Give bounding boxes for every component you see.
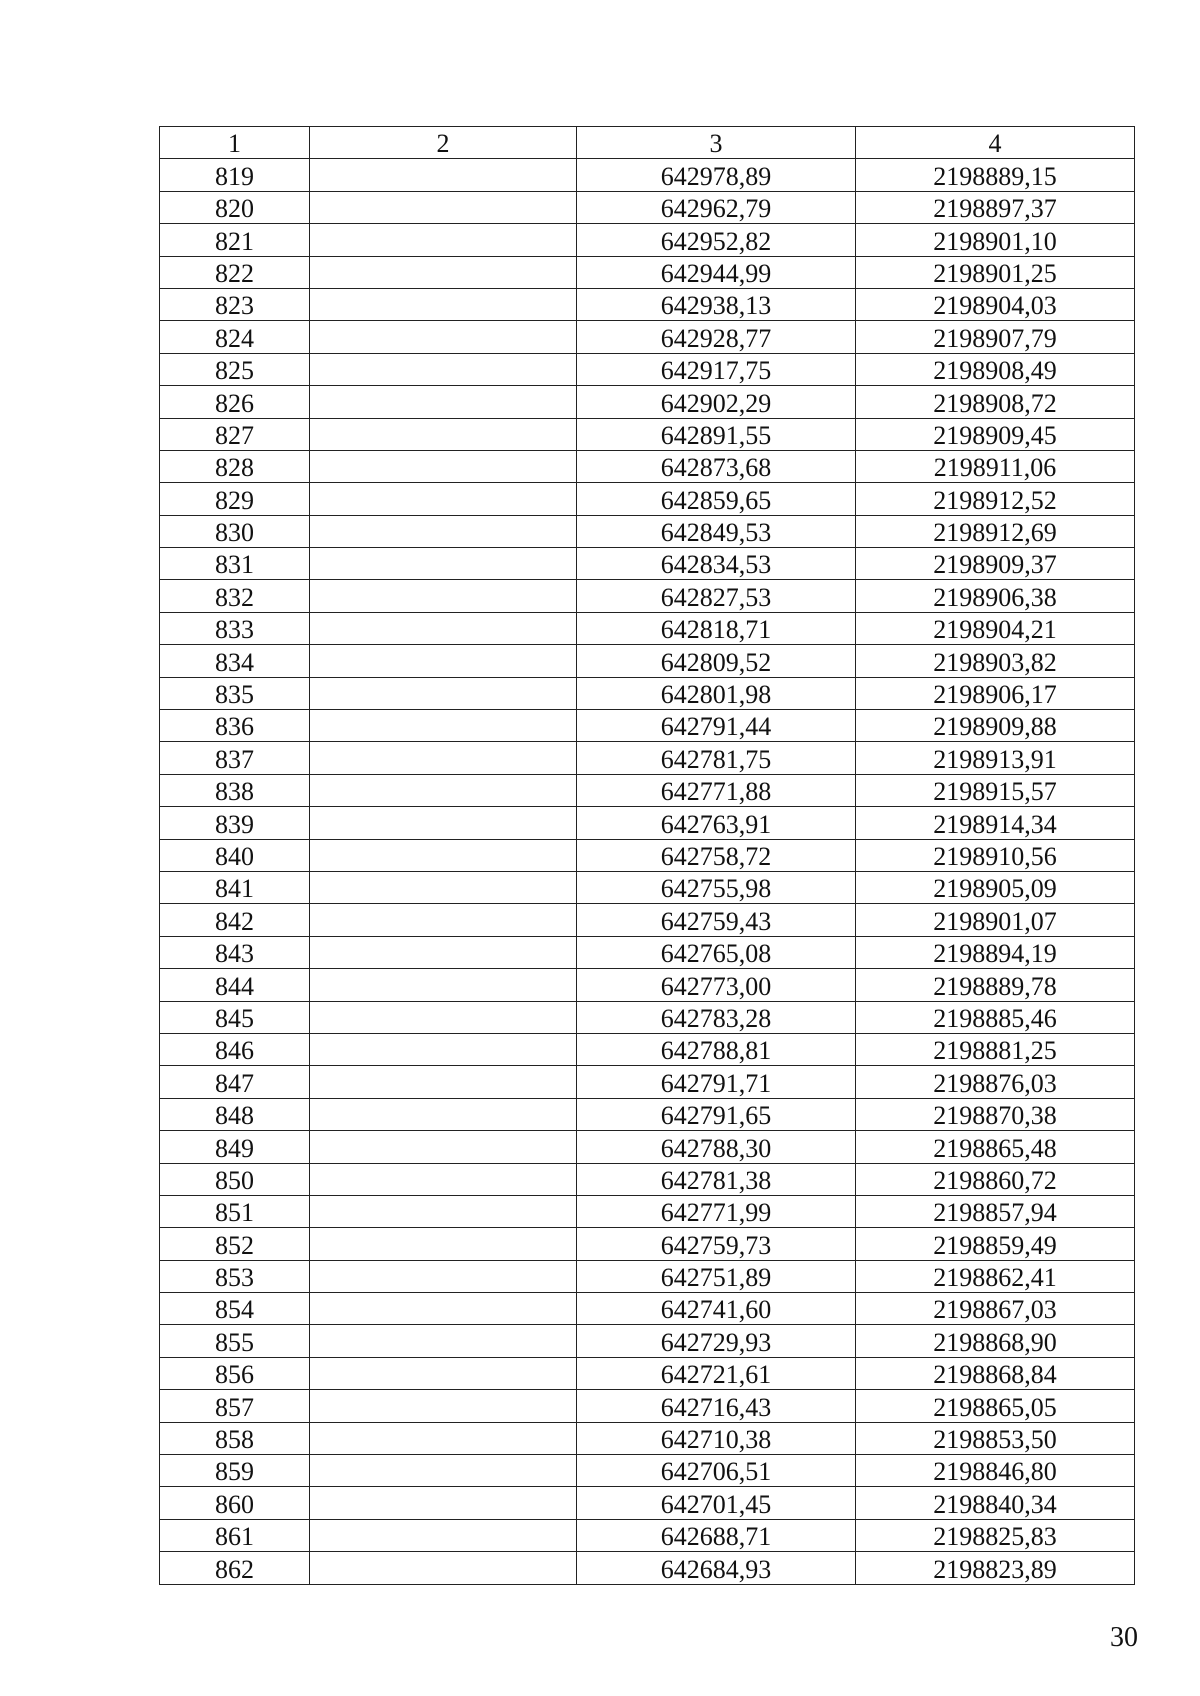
table-row <box>160 1098 1135 1130</box>
col2-cell <box>310 1260 577 1292</box>
y-coordinate-cell: 2198901,10 <box>856 224 1135 256</box>
x-coordinate-cell: 642978,89 <box>577 159 856 191</box>
point-number-cell: 854 <box>160 1293 310 1325</box>
table-row <box>160 1260 1135 1292</box>
y-coordinate-cell: 2198857,94 <box>856 1195 1135 1227</box>
col2-cell <box>310 483 577 515</box>
y-coordinate-cell: 2198905,09 <box>856 871 1135 903</box>
point-number-cell: 834 <box>160 645 310 677</box>
point-number-cell: 828 <box>160 450 310 482</box>
x-coordinate-cell: 642783,28 <box>577 1001 856 1033</box>
x-coordinate-cell: 642859,65 <box>577 483 856 515</box>
point-number-cell: 855 <box>160 1325 310 1357</box>
col2-cell <box>310 580 577 612</box>
y-coordinate-cell: 2198876,03 <box>856 1066 1135 1098</box>
y-coordinate-cell: 2198904,03 <box>856 288 1135 320</box>
col2-cell <box>310 1390 577 1422</box>
table-row <box>160 871 1135 903</box>
x-coordinate-cell: 642716,43 <box>577 1390 856 1422</box>
y-coordinate-cell: 2198881,25 <box>856 1033 1135 1065</box>
col2-cell <box>310 1519 577 1551</box>
table-row <box>160 645 1135 677</box>
y-coordinate-cell: 2198909,88 <box>856 710 1135 742</box>
table-row <box>160 742 1135 774</box>
point-number-cell: 823 <box>160 288 310 320</box>
table-row <box>160 807 1135 839</box>
point-number-cell: 842 <box>160 904 310 936</box>
point-number-cell: 860 <box>160 1487 310 1519</box>
table-row <box>160 904 1135 936</box>
table-row <box>160 450 1135 482</box>
point-number-cell: 857 <box>160 1390 310 1422</box>
col2-cell <box>310 969 577 1001</box>
x-coordinate-cell: 642781,38 <box>577 1163 856 1195</box>
table-row <box>160 1228 1135 1260</box>
x-coordinate-cell: 642758,72 <box>577 839 856 871</box>
x-coordinate-cell: 642710,38 <box>577 1422 856 1454</box>
x-coordinate-cell: 642962,79 <box>577 191 856 223</box>
x-coordinate-cell: 642701,45 <box>577 1487 856 1519</box>
table-row <box>160 936 1135 968</box>
col2-cell <box>310 1163 577 1195</box>
y-coordinate-cell: 2198860,72 <box>856 1163 1135 1195</box>
point-number-cell: 856 <box>160 1357 310 1389</box>
table-row <box>160 969 1135 1001</box>
y-coordinate-cell: 2198901,25 <box>856 256 1135 288</box>
x-coordinate-cell: 642928,77 <box>577 321 856 353</box>
col2-cell <box>310 742 577 774</box>
col2-cell <box>310 936 577 968</box>
point-number-cell: 821 <box>160 224 310 256</box>
y-coordinate-cell: 2198823,89 <box>856 1552 1135 1584</box>
x-coordinate-cell: 642938,13 <box>577 288 856 320</box>
x-coordinate-cell: 642759,73 <box>577 1228 856 1260</box>
y-coordinate-cell: 2198912,69 <box>856 515 1135 547</box>
y-coordinate-cell: 2198885,46 <box>856 1001 1135 1033</box>
y-coordinate-cell: 2198897,37 <box>856 191 1135 223</box>
x-coordinate-cell: 642788,81 <box>577 1033 856 1065</box>
point-number-cell: 822 <box>160 256 310 288</box>
x-coordinate-cell: 642944,99 <box>577 256 856 288</box>
table-row <box>160 548 1135 580</box>
y-coordinate-cell: 2198915,57 <box>856 774 1135 806</box>
col2-cell <box>310 1455 577 1487</box>
point-number-cell: 844 <box>160 969 310 1001</box>
point-number-cell: 820 <box>160 191 310 223</box>
point-number-cell: 827 <box>160 418 310 450</box>
point-number-cell: 859 <box>160 1455 310 1487</box>
col2-cell <box>310 1552 577 1584</box>
table-header-row <box>160 127 1135 159</box>
y-coordinate-cell: 2198868,84 <box>856 1357 1135 1389</box>
point-number-cell: 851 <box>160 1195 310 1227</box>
table-row <box>160 386 1135 418</box>
col2-cell <box>310 871 577 903</box>
col2-cell <box>310 1195 577 1227</box>
point-number-cell: 829 <box>160 483 310 515</box>
y-coordinate-cell: 2198914,34 <box>856 807 1135 839</box>
y-coordinate-cell: 2198909,37 <box>856 548 1135 580</box>
table-row <box>160 515 1135 547</box>
table-row <box>160 483 1135 515</box>
col2-cell <box>310 612 577 644</box>
table-row <box>160 1519 1135 1551</box>
y-coordinate-cell: 2198910,56 <box>856 839 1135 871</box>
y-coordinate-cell: 2198846,80 <box>856 1455 1135 1487</box>
point-number-cell: 845 <box>160 1001 310 1033</box>
col2-cell <box>310 159 577 191</box>
x-coordinate-cell: 642849,53 <box>577 515 856 547</box>
table-row <box>160 159 1135 191</box>
y-coordinate-cell: 2198909,45 <box>856 418 1135 450</box>
col2-cell <box>310 418 577 450</box>
point-number-cell: 831 <box>160 548 310 580</box>
table-row <box>160 353 1135 385</box>
col2-cell <box>310 450 577 482</box>
table-row <box>160 1195 1135 1227</box>
col2-cell <box>310 645 577 677</box>
col2-cell <box>310 288 577 320</box>
x-coordinate-cell: 642765,08 <box>577 936 856 968</box>
col2-cell <box>310 774 577 806</box>
col2-cell <box>310 353 577 385</box>
point-number-cell: 832 <box>160 580 310 612</box>
point-number-cell: 824 <box>160 321 310 353</box>
table-row <box>160 1455 1135 1487</box>
x-coordinate-cell: 642788,30 <box>577 1131 856 1163</box>
x-coordinate-cell: 642791,65 <box>577 1098 856 1130</box>
column-header-3: 3 <box>577 127 856 159</box>
col2-cell <box>310 256 577 288</box>
x-coordinate-cell: 642834,53 <box>577 548 856 580</box>
x-coordinate-cell: 642751,89 <box>577 1260 856 1292</box>
col2-cell <box>310 1001 577 1033</box>
y-coordinate-cell: 2198889,15 <box>856 159 1135 191</box>
y-coordinate-cell: 2198870,38 <box>856 1098 1135 1130</box>
col2-cell <box>310 515 577 547</box>
x-coordinate-cell: 642721,61 <box>577 1357 856 1389</box>
table-row <box>160 1487 1135 1519</box>
table-row <box>160 1131 1135 1163</box>
point-number-cell: 861 <box>160 1519 310 1551</box>
y-coordinate-cell: 2198840,34 <box>856 1487 1135 1519</box>
x-coordinate-cell: 642759,43 <box>577 904 856 936</box>
page-number: 30 <box>1110 1622 1138 1653</box>
coordinates-table <box>159 126 1135 1585</box>
col2-cell <box>310 839 577 871</box>
point-number-cell: 837 <box>160 742 310 774</box>
point-number-cell: 858 <box>160 1422 310 1454</box>
y-coordinate-cell: 2198904,21 <box>856 612 1135 644</box>
x-coordinate-cell: 642781,75 <box>577 742 856 774</box>
table-row <box>160 1357 1135 1389</box>
table-row <box>160 1552 1135 1584</box>
table-row <box>160 1066 1135 1098</box>
table-row <box>160 580 1135 612</box>
table-body <box>160 159 1135 1584</box>
x-coordinate-cell: 642741,60 <box>577 1293 856 1325</box>
col2-cell <box>310 1228 577 1260</box>
col2-cell <box>310 224 577 256</box>
y-coordinate-cell: 2198906,17 <box>856 677 1135 709</box>
col2-cell <box>310 191 577 223</box>
x-coordinate-cell: 642809,52 <box>577 645 856 677</box>
col2-cell <box>310 1357 577 1389</box>
table-row <box>160 677 1135 709</box>
col2-cell <box>310 1422 577 1454</box>
table-row <box>160 839 1135 871</box>
y-coordinate-cell: 2198859,49 <box>856 1228 1135 1260</box>
point-number-cell: 850 <box>160 1163 310 1195</box>
y-coordinate-cell: 2198889,78 <box>856 969 1135 1001</box>
col2-cell <box>310 807 577 839</box>
col2-cell <box>310 904 577 936</box>
table-row <box>160 1163 1135 1195</box>
y-coordinate-cell: 2198913,91 <box>856 742 1135 774</box>
point-number-cell: 826 <box>160 386 310 418</box>
x-coordinate-cell: 642902,29 <box>577 386 856 418</box>
y-coordinate-cell: 2198894,19 <box>856 936 1135 968</box>
col2-cell <box>310 548 577 580</box>
y-coordinate-cell: 2198867,03 <box>856 1293 1135 1325</box>
table-row <box>160 774 1135 806</box>
y-coordinate-cell: 2198907,79 <box>856 321 1135 353</box>
point-number-cell: 848 <box>160 1098 310 1130</box>
x-coordinate-cell: 642917,75 <box>577 353 856 385</box>
point-number-cell: 841 <box>160 871 310 903</box>
x-coordinate-cell: 642684,93 <box>577 1552 856 1584</box>
column-header-1: 1 <box>160 127 310 159</box>
y-coordinate-cell: 2198906,38 <box>856 580 1135 612</box>
col2-cell <box>310 1066 577 1098</box>
point-number-cell: 825 <box>160 353 310 385</box>
x-coordinate-cell: 642801,98 <box>577 677 856 709</box>
x-coordinate-cell: 642791,71 <box>577 1066 856 1098</box>
table-row <box>160 191 1135 223</box>
col2-cell <box>310 710 577 742</box>
table-row <box>160 1325 1135 1357</box>
table-row <box>160 224 1135 256</box>
col2-cell <box>310 1487 577 1519</box>
point-number-cell: 836 <box>160 710 310 742</box>
table-row <box>160 1033 1135 1065</box>
point-number-cell: 833 <box>160 612 310 644</box>
y-coordinate-cell: 2198908,72 <box>856 386 1135 418</box>
col2-cell <box>310 1098 577 1130</box>
point-number-cell: 846 <box>160 1033 310 1065</box>
y-coordinate-cell: 2198853,50 <box>856 1422 1135 1454</box>
x-coordinate-cell: 642771,88 <box>577 774 856 806</box>
table-row <box>160 256 1135 288</box>
table-row <box>160 1293 1135 1325</box>
col2-cell <box>310 1325 577 1357</box>
point-number-cell: 852 <box>160 1228 310 1260</box>
x-coordinate-cell: 642771,99 <box>577 1195 856 1227</box>
y-coordinate-cell: 2198911,06 <box>856 450 1135 482</box>
y-coordinate-cell: 2198825,83 <box>856 1519 1135 1551</box>
point-number-cell: 840 <box>160 839 310 871</box>
y-coordinate-cell: 2198862,41 <box>856 1260 1135 1292</box>
x-coordinate-cell: 642818,71 <box>577 612 856 644</box>
column-header-2: 2 <box>310 127 577 159</box>
x-coordinate-cell: 642952,82 <box>577 224 856 256</box>
table-row <box>160 612 1135 644</box>
y-coordinate-cell: 2198865,05 <box>856 1390 1135 1422</box>
col2-cell <box>310 321 577 353</box>
x-coordinate-cell: 642891,55 <box>577 418 856 450</box>
x-coordinate-cell: 642791,44 <box>577 710 856 742</box>
x-coordinate-cell: 642755,98 <box>577 871 856 903</box>
table-row <box>160 288 1135 320</box>
point-number-cell: 849 <box>160 1131 310 1163</box>
table-row <box>160 321 1135 353</box>
y-coordinate-cell: 2198865,48 <box>856 1131 1135 1163</box>
col2-cell <box>310 1293 577 1325</box>
col2-cell <box>310 1131 577 1163</box>
x-coordinate-cell: 642763,91 <box>577 807 856 839</box>
col2-cell <box>310 386 577 418</box>
x-coordinate-cell: 642827,53 <box>577 580 856 612</box>
y-coordinate-cell: 2198868,90 <box>856 1325 1135 1357</box>
table-row <box>160 1422 1135 1454</box>
y-coordinate-cell: 2198912,52 <box>856 483 1135 515</box>
table-row <box>160 1001 1135 1033</box>
x-coordinate-cell: 642873,68 <box>577 450 856 482</box>
y-coordinate-cell: 2198901,07 <box>856 904 1135 936</box>
x-coordinate-cell: 642729,93 <box>577 1325 856 1357</box>
column-header-4: 4 <box>856 127 1135 159</box>
y-coordinate-cell: 2198908,49 <box>856 353 1135 385</box>
point-number-cell: 862 <box>160 1552 310 1584</box>
x-coordinate-cell: 642773,00 <box>577 969 856 1001</box>
point-number-cell: 843 <box>160 936 310 968</box>
x-coordinate-cell: 642706,51 <box>577 1455 856 1487</box>
point-number-cell: 853 <box>160 1260 310 1292</box>
col2-cell <box>310 1033 577 1065</box>
table-row <box>160 418 1135 450</box>
table-row <box>160 710 1135 742</box>
table-row <box>160 1390 1135 1422</box>
point-number-cell: 819 <box>160 159 310 191</box>
point-number-cell: 847 <box>160 1066 310 1098</box>
point-number-cell: 830 <box>160 515 310 547</box>
col2-cell <box>310 677 577 709</box>
point-number-cell: 838 <box>160 774 310 806</box>
y-coordinate-cell: 2198903,82 <box>856 645 1135 677</box>
point-number-cell: 835 <box>160 677 310 709</box>
point-number-cell: 839 <box>160 807 310 839</box>
x-coordinate-cell: 642688,71 <box>577 1519 856 1551</box>
